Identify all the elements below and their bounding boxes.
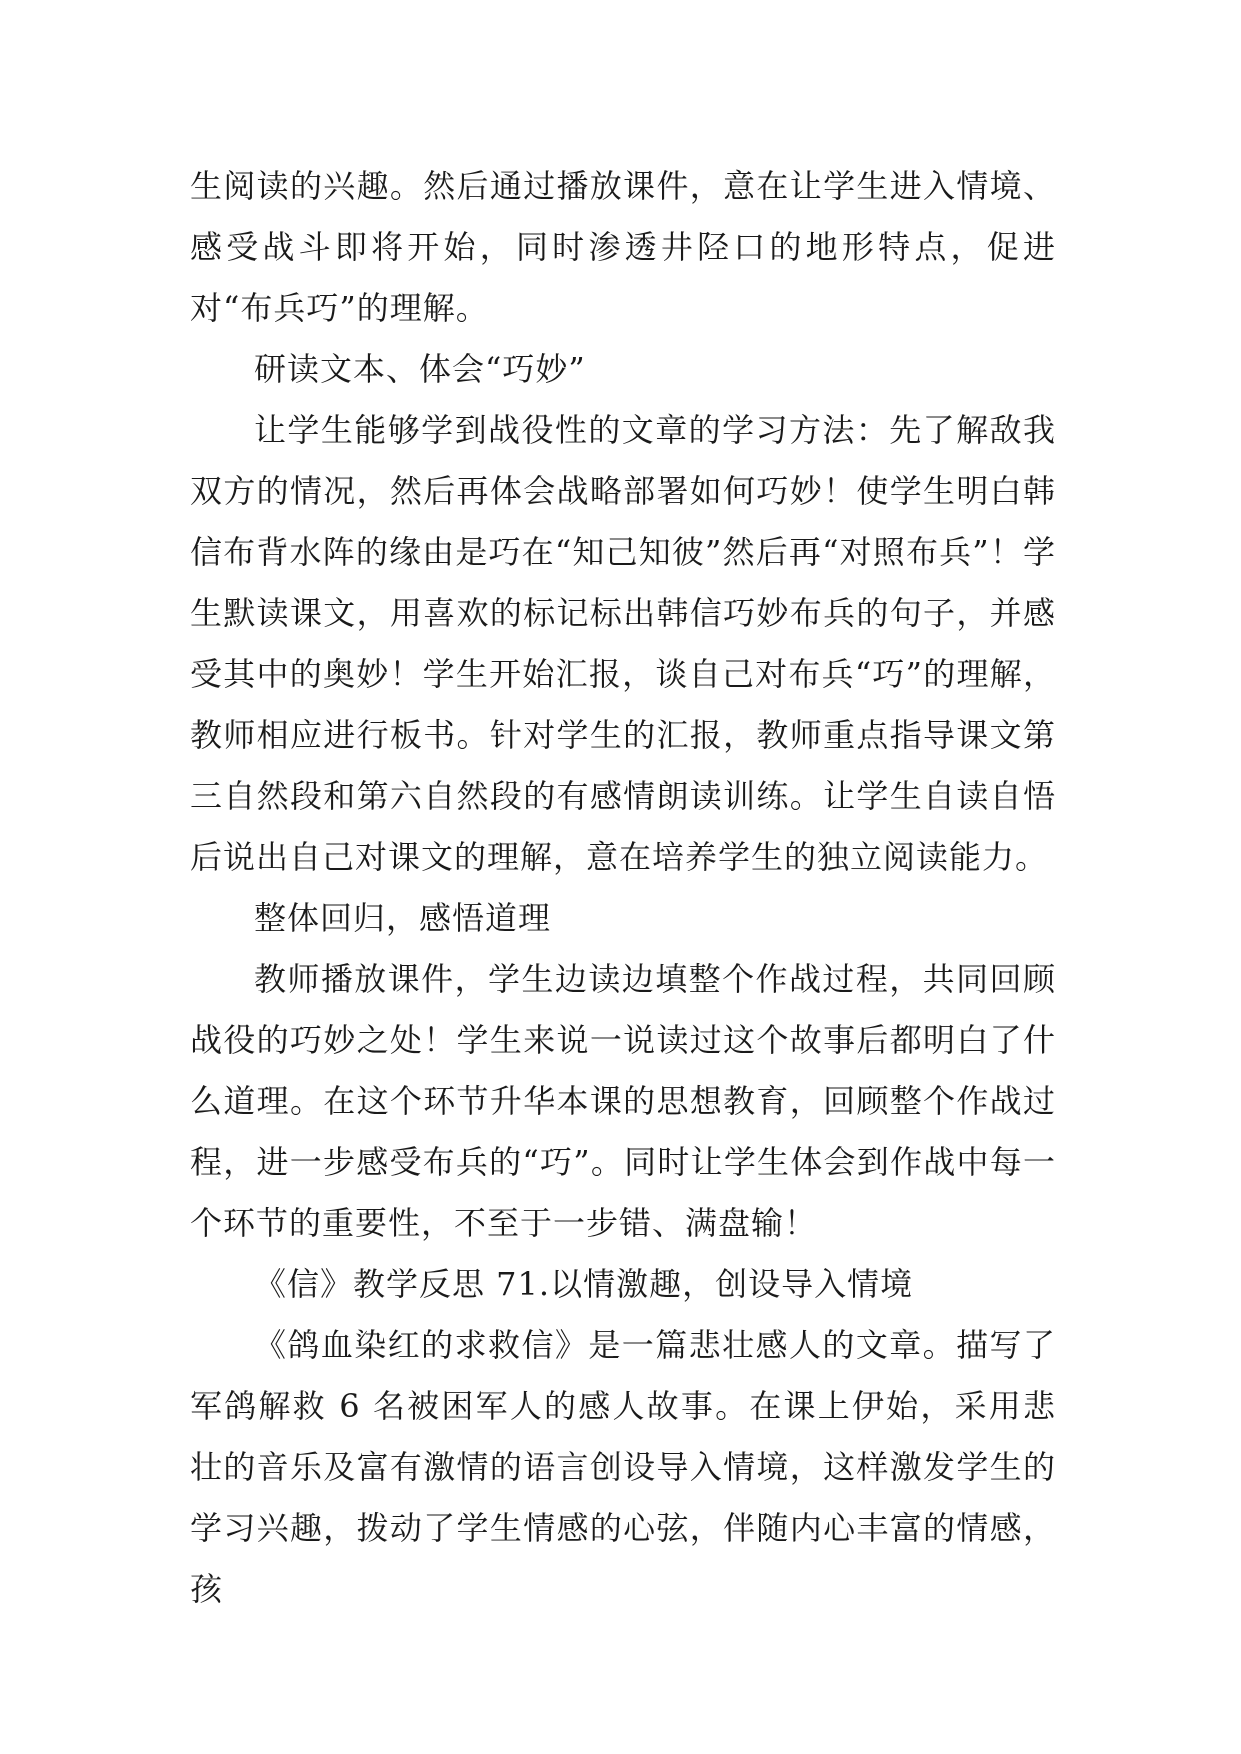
section-heading-overall-review: 整体回归，感悟道理	[254, 899, 552, 937]
paragraph-study-method: 让学生能够学到战役性的文章的学习方法：先了解敌我双方的情况，然后再体会战略部署如何巧妙！使学生明白韩信布背水阵的缘由是巧在“知己知彼”然后再“对照布兵”！学生默读课文，用喜欢的标记标出韩信巧妙布兵的句子，并感受其中的奥妙！学生开始汇报，谈自己对布兵“巧”的理解，教师相应进行板书。针对学生的汇报，教师重点指导课文第三自然段和第六自然段的有感情朗读训练。让学生自读自悟后说出自己对课文的理解，意在培养学生的独立阅读能力。	[190, 411, 1056, 876]
section-heading-teaching-reflection: 《信》教学反思 71.以情激趣，创设导入情境	[254, 1265, 914, 1303]
section-heading-study-text: 研读文本、体会“巧妙”	[254, 350, 586, 388]
paragraph-continuation: 生阅读的兴趣。然后通过播放课件，意在让学生进入情境、感受战斗即将开始，同时渗透井陉口的地形特点，促进对“布兵巧”的理解。	[190, 167, 1056, 327]
paragraph-review-process: 教师播放课件，学生边读边填整个作战过程，共同回顾战役的巧妙之处！学生来说一说读过这个故事后都明白了什么道理。在这个环节升华本课的思想教育，回顾整个作战过程，进一步感受布兵的“巧”。同时让学生体会到作战中每一个环节的重要性，不至于一步错、满盘输！	[190, 960, 1056, 1242]
document-body	[190, 156, 1056, 1620]
paragraph-pigeon-story: 《鸽血染红的求救信》是一篇悲壮感人的文章。描写了军鸽解救 6 名被困军人的感人故事。在课上伊始，采用悲壮的音乐及富有激情的语言创设导入情境，这样激发学生的学习兴趣，拨动了学生情感的心弦，伴随内心丰富的情感，孩	[190, 1326, 1056, 1608]
